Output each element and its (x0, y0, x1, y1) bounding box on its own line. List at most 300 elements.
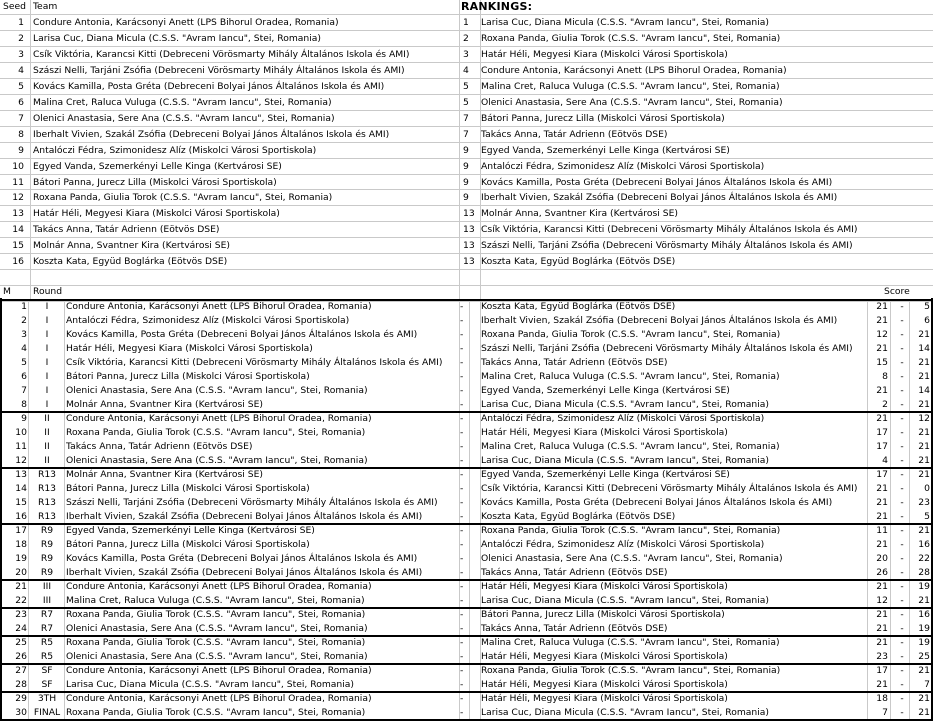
match-round: R13 (37, 482, 57, 494)
match-score-2: 21 (918, 328, 930, 340)
match-score-dash: - (900, 581, 904, 593)
group-border (0, 467, 933, 469)
match-team-1: Condure Antonia, Karácsonyi Anett (LPS Bihorul Oradea, Romania) (66, 665, 372, 677)
match-score-dash: - (900, 384, 904, 396)
match-score-1: 8 (882, 370, 888, 382)
match-number: 10 (15, 426, 27, 438)
grid-line (0, 285, 933, 286)
match-team-1: Malina Cret, Raluca Vuluga (C.S.S. "Avram Iancu", Stei, Romania) (66, 595, 365, 607)
match-team-1: Roxana Panda, Giulia Torok (C.S.S. "Avram Iancu", Stei, Romania) (66, 707, 366, 719)
match-team-1: Condure Antonia, Karácsonyi Anett (LPS Bihorul Oradea, Romania) (66, 300, 372, 312)
match-score-1: 21 (876, 412, 888, 424)
match-score-2: 14 (918, 384, 930, 396)
match-score-1: 2 (882, 398, 888, 410)
match-row (0, 328, 933, 342)
ranking-position: 2 (463, 32, 469, 44)
match-separator: - (460, 524, 464, 536)
match-row (0, 300, 933, 314)
ranking-position: 1 (463, 17, 469, 28)
match-score-1: 18 (876, 693, 888, 705)
seed-team: Larisa Cuc, Diana Micula (C.S.S. "Avram Iancu", Stei, Romania) (33, 32, 322, 44)
match-team-2: Antalóczi Fédra, Szimonidesz Alíz (Miskolci Városi Sportiskola) (481, 539, 765, 550)
seed-number: 12 (12, 192, 24, 204)
seed-team: Malina Cret, Raluca Vuluga (C.S.S. "Avram Iancu", Stei, Romania) (33, 96, 332, 108)
match-team-2: Koszta Kata, Együd Boglárka (Eötvös DSE) (481, 510, 676, 522)
ranking-row (0, 254, 933, 270)
match-number-header: M (3, 286, 11, 297)
match-round: I (45, 398, 49, 410)
match-row (0, 552, 933, 566)
seed-team: Olenici Anastasia, Sere Ana (C.S.S. "Avram Iancu", Stei, Romania) (33, 112, 335, 124)
ranking-position: 7 (463, 128, 469, 140)
match-score-2: 16 (918, 539, 930, 550)
group-border (0, 635, 933, 637)
ranking-row (0, 31, 933, 47)
match-team-1: Szászi Nelli, Tarjáni Zsófia (Debreceni Vörösmarty Mihály Általános Iskola és AMI) (66, 496, 438, 508)
ranking-team: Csík Viktória, Karancsi Kitti (Debreceni Vörösmarty Mihály Általános Iskola és AMI) (481, 224, 858, 236)
match-round: I (45, 370, 49, 382)
match-round: I (45, 342, 49, 354)
seed-number: 1 (18, 17, 24, 28)
match-score-2: 21 (918, 707, 930, 719)
match-score-1: 23 (876, 651, 888, 663)
match-row (0, 538, 933, 552)
match-team-1: Olenici Anastasia, Sere Ana (C.S.S. "Avram Iancu", Stei, Romania) (66, 384, 368, 396)
match-separator: - (460, 581, 464, 593)
match-score-1: 21 (876, 609, 888, 621)
match-score-1: 21 (876, 342, 888, 354)
ranking-position: 7 (463, 112, 469, 124)
match-score-1: 21 (876, 510, 888, 522)
match-separator: - (460, 693, 464, 705)
match-score-dash: - (900, 426, 904, 438)
match-separator: - (460, 567, 464, 579)
ranking-position: 3 (463, 48, 469, 60)
match-score-1: 21 (876, 539, 888, 550)
ranking-team: Szászi Nelli, Tarjáni Zsófia (Debreceni Vörösmarty Mihály Általános Iskola és AMI) (481, 240, 853, 252)
match-number: 4 (21, 342, 27, 354)
seed-team: Csík Viktória, Karancsi Kitti (Debreceni Vörösmarty Mihály Általános Iskola és AMI) (33, 48, 410, 60)
match-score-2: 21 (918, 398, 930, 410)
seed-number: 4 (18, 64, 24, 76)
match-team-2: Larisa Cuc, Diana Micula (C.S.S. "Avram Iancu", Stei, Romania) (481, 454, 770, 466)
match-round: II (44, 426, 50, 438)
match-score-1: 21 (876, 679, 888, 691)
match-score-2: 21 (918, 356, 930, 368)
match-separator: - (460, 609, 464, 621)
seed-header: Seed (3, 1, 26, 12)
match-score-1: 15 (876, 356, 888, 368)
match-number: 3 (21, 328, 27, 340)
match-team-1: Condure Antonia, Karácsonyi Anett (LPS Bihorul Oradea, Romania) (66, 693, 372, 705)
match-row (0, 510, 933, 524)
match-score-dash: - (900, 679, 904, 691)
match-team-2: Szászi Nelli, Tarjáni Zsófia (Debreceni Vörösmarty Mihály Általános Iskola és AMI) (481, 342, 853, 354)
match-score-dash: - (900, 356, 904, 368)
match-number: 2 (21, 314, 27, 326)
match-row (0, 412, 933, 426)
match-score-2: 12 (918, 412, 930, 424)
match-score-2: 21 (918, 370, 930, 382)
match-separator: - (460, 637, 464, 649)
ranking-team: Egyed Vanda, Szemerkényi Lelle Kinga (Kertvárosi SE) (481, 144, 730, 156)
match-round: R7 (40, 623, 54, 635)
match-score-2: 21 (918, 440, 930, 452)
match-number: 20 (15, 567, 27, 579)
match-round: SF (41, 679, 53, 691)
match-row (0, 580, 933, 594)
match-team-2: Takács Anna, Tatár Adrienn (Eötvös DSE) (481, 623, 668, 635)
match-score-dash: - (900, 595, 904, 607)
match-separator: - (460, 510, 464, 522)
match-round: R9 (40, 567, 54, 579)
match-score-2: 21 (918, 454, 930, 466)
match-team-1: Olenici Anastasia, Sere Ana (C.S.S. "Avram Iancu", Stei, Romania) (66, 454, 368, 466)
seed-team: Antalóczi Fédra, Szimonidesz Alíz (Miskolci Városi Sportiskola) (33, 144, 317, 156)
match-score-1: 21 (876, 314, 888, 326)
match-separator: - (460, 553, 464, 565)
match-score-dash: - (900, 524, 904, 536)
match-round: III (42, 581, 52, 593)
match-score-dash: - (900, 567, 904, 579)
match-number: 9 (21, 412, 27, 424)
match-team-2: Olenici Anastasia, Sere Ana (C.S.S. "Avram Iancu", Stei, Romania) (481, 553, 783, 565)
match-score-2: 7 (924, 679, 930, 691)
match-round: FINAL (33, 707, 61, 719)
group-border (0, 523, 933, 525)
match-separator: - (460, 651, 464, 663)
ranking-row (0, 95, 933, 111)
match-round: 3TH (37, 693, 57, 705)
match-score-1: 12 (876, 328, 888, 340)
match-score-dash: - (900, 651, 904, 663)
match-team-2: Malina Cret, Raluca Vuluga (C.S.S. "Avram Iancu", Stei, Romania) (481, 440, 780, 452)
match-team-1: Roxana Panda, Giulia Torok (C.S.S. "Avram Iancu", Stei, Romania) (66, 609, 366, 621)
match-round: SF (41, 665, 53, 677)
match-number: 13 (15, 468, 27, 480)
group-border (0, 579, 933, 581)
match-team-2: Határ Héli, Megyesi Kiara (Miskolci Városi Sportiskola) (481, 651, 728, 663)
ranking-team: Molnár Anna, Svantner Kira (Kertvárosi SE) (481, 208, 678, 220)
ranking-position: 13 (463, 256, 475, 268)
match-separator: - (460, 707, 464, 719)
ranking-position: 13 (463, 208, 475, 220)
match-score-1: 7 (882, 707, 888, 719)
match-team-1: Olenici Anastasia, Sere Ana (C.S.S. "Avram Iancu", Stei, Romania) (66, 623, 368, 635)
ranking-position: 9 (463, 192, 469, 204)
ranking-team: Olenici Anastasia, Sere Ana (C.S.S. "Avram Iancu", Stei, Romania) (481, 96, 783, 108)
ranking-row (0, 238, 933, 254)
match-score-2: 0 (924, 482, 930, 494)
ranking-team: Antalóczi Fédra, Szimonidesz Alíz (Miskolci Városi Sportiskola) (481, 160, 765, 172)
ranking-position: 5 (463, 80, 469, 92)
match-number: 27 (15, 665, 27, 677)
ranking-row (0, 79, 933, 95)
match-number: 16 (15, 510, 27, 522)
match-number: 5 (21, 356, 27, 368)
seed-number: 2 (18, 32, 24, 44)
match-team-2: Malina Cret, Raluca Vuluga (C.S.S. "Avram Iancu", Stei, Romania) (481, 370, 780, 382)
ranking-row (0, 190, 933, 206)
ranking-team: Kovács Kamilla, Posta Gréta (Debreceni Bolyai János Általános Iskola és AMI) (481, 176, 833, 188)
match-score-2: 21 (918, 693, 930, 705)
ranking-row (0, 15, 933, 31)
match-separator: - (460, 679, 464, 691)
match-team-1: Molnár Anna, Svantner Kira (Kertvárosi SE) (66, 398, 263, 410)
match-score-1: 21 (876, 496, 888, 508)
match-number: 23 (15, 609, 27, 621)
match-round: R7 (40, 609, 54, 621)
match-separator: - (460, 496, 464, 508)
ranking-position: 9 (463, 144, 469, 156)
match-team-1: Antalóczi Fédra, Szimonidesz Alíz (Miskolci Városi Sportiskola) (66, 314, 350, 326)
match-score-dash: - (900, 370, 904, 382)
match-score-1: 12 (876, 595, 888, 607)
match-team-2: Roxana Panda, Giulia Torok (C.S.S. "Avram Iancu", Stei, Romania) (481, 524, 781, 536)
match-team-2: Egyed Vanda, Szemerkényi Lelle Kinga (Kertvárosi SE) (481, 468, 730, 480)
seed-team: Condure Antonia, Karácsonyi Anett (LPS Bihorul Oradea, Romania) (33, 17, 339, 28)
match-team-1: Larisa Cuc, Diana Micula (C.S.S. "Avram Iancu", Stei, Romania) (66, 679, 355, 691)
match-row (0, 664, 933, 678)
match-row (0, 384, 933, 398)
match-row (0, 398, 933, 412)
match-separator: - (460, 623, 464, 635)
seed-number: 14 (12, 224, 24, 236)
match-score-1: 17 (876, 440, 888, 452)
match-score-2: 21 (918, 426, 930, 438)
round-header: Round (33, 286, 63, 297)
group-border (0, 607, 933, 609)
ranking-position: 13 (463, 240, 475, 252)
match-score-2: 21 (918, 665, 930, 677)
match-team-1: Kovács Kamilla, Posta Gréta (Debreceni Bolyai János Általános Iskola és AMI) (66, 553, 418, 565)
match-number: 7 (21, 384, 27, 396)
ranking-row (0, 63, 933, 79)
match-score-dash: - (900, 665, 904, 677)
match-separator: - (460, 468, 464, 480)
match-score-dash: - (900, 496, 904, 508)
match-number: 25 (15, 637, 27, 649)
match-team-2: Egyed Vanda, Szemerkényi Lelle Kinga (Kertvárosi SE) (481, 384, 730, 396)
seed-team: Határ Héli, Megyesi Kiara (Miskolci Városi Sportiskola) (33, 208, 280, 220)
seed-number: 16 (12, 256, 24, 268)
match-score-2: 6 (924, 314, 930, 326)
match-team-2: Határ Héli, Megyesi Kiara (Miskolci Városi Sportiskola) (481, 693, 728, 705)
match-team-1: Iberhalt Vivien, Szakál Zsófia (Debreceni Bolyai János Általános Iskola és AMI) (66, 567, 423, 579)
seed-team: Roxana Panda, Giulia Torok (C.S.S. "Avram Iancu", Stei, Romania) (33, 192, 333, 204)
match-team-1: Olenici Anastasia, Sere Ana (C.S.S. "Avram Iancu", Stei, Romania) (66, 651, 368, 663)
match-team-2: Bátori Panna, Jurecz Lilla (Miskolci Városi Sportiskola) (481, 609, 725, 621)
match-separator: - (460, 665, 464, 677)
match-score-dash: - (900, 328, 904, 340)
seed-team: Iberhalt Vivien, Szakál Zsófia (Debreceni Bolyai János Általános Iskola és AMI) (33, 128, 390, 140)
ranking-row (0, 206, 933, 222)
match-number: 21 (15, 581, 27, 593)
match-separator: - (460, 595, 464, 607)
ranking-team: Roxana Panda, Giulia Torok (C.S.S. "Avram Iancu", Stei, Romania) (481, 32, 781, 44)
match-number: 12 (15, 454, 27, 466)
match-score-dash: - (900, 510, 904, 522)
match-team-1: Molnár Anna, Svantner Kira (Kertvárosi SE) (66, 468, 263, 480)
match-score-1: 21 (876, 300, 888, 312)
ranking-team: Iberhalt Vivien, Szakál Zsófia (Debreceni Bolyai János Általános Iskola és AMI) (481, 192, 838, 204)
seed-number: 13 (12, 208, 24, 220)
match-score-dash: - (900, 454, 904, 466)
match-score-2: 19 (918, 623, 930, 635)
match-team-2: Kovács Kamilla, Posta Gréta (Debreceni Bolyai János Általános Iskola és AMI) (481, 496, 833, 508)
group-border (0, 298, 2, 721)
ranking-position: 4 (463, 64, 469, 76)
ranking-position: 9 (463, 176, 469, 188)
match-score-1: 26 (876, 567, 888, 579)
group-border (0, 691, 933, 693)
match-score-dash: - (900, 623, 904, 635)
match-score-dash: - (900, 300, 904, 312)
match-separator: - (460, 314, 464, 326)
ranking-row (0, 143, 933, 159)
match-team-2: Határ Héli, Megyesi Kiara (Miskolci Városi Sportiskola) (481, 426, 728, 438)
match-score-dash: - (900, 693, 904, 705)
ranking-team: Takács Anna, Tatár Adrienn (Eötvös DSE) (481, 128, 668, 140)
seed-team: Bátori Panna, Jurecz Lilla (Miskolci Városi Sportiskola) (33, 176, 277, 188)
match-score-1: 17 (876, 468, 888, 480)
match-team-2: Larisa Cuc, Diana Micula (C.S.S. "Avram Iancu", Stei, Romania) (481, 398, 770, 410)
seed-number: 15 (12, 240, 24, 252)
seed-number: 3 (18, 48, 24, 60)
match-separator: - (460, 539, 464, 550)
match-team-2: Takács Anna, Tatár Adrienn (Eötvös DSE) (481, 567, 668, 579)
match-score-1: 20 (876, 553, 888, 565)
match-score-2: 25 (918, 651, 930, 663)
match-number: 17 (15, 524, 27, 536)
match-round: II (44, 440, 50, 452)
ranking-team: Larisa Cuc, Diana Micula (C.S.S. "Avram Iancu", Stei, Romania) (481, 17, 770, 28)
match-score-dash: - (900, 468, 904, 480)
seed-number: 7 (18, 112, 24, 124)
match-team-2: Malina Cret, Raluca Vuluga (C.S.S. "Avram Iancu", Stei, Romania) (481, 637, 780, 649)
match-score-2: 21 (918, 468, 930, 480)
match-team-1: Bátori Panna, Jurecz Lilla (Miskolci Városi Sportiskola) (66, 370, 310, 382)
match-separator: - (460, 300, 464, 312)
match-round: I (45, 328, 49, 340)
match-team-1: Egyed Vanda, Szemerkényi Lelle Kinga (Kertvárosi SE) (66, 524, 315, 536)
seed-team: Kovács Kamilla, Posta Gréta (Debreceni Bolyai János Általános Iskola és AMI) (33, 80, 385, 92)
match-row (0, 468, 933, 482)
match-number: 8 (21, 398, 27, 410)
match-score-1: 21 (876, 581, 888, 593)
match-round: I (45, 384, 49, 396)
match-row (0, 482, 933, 496)
match-team-2: Csík Viktória, Karancsi Kitti (Debreceni Vörösmarty Mihály Általános Iskola és AMI) (481, 482, 858, 494)
match-team-1: Iberhalt Vivien, Szakál Zsófia (Debreceni Bolyai János Általános Iskola és AMI) (66, 510, 423, 522)
ranking-row (0, 127, 933, 143)
match-round: I (45, 300, 49, 312)
match-score-2: 19 (918, 637, 930, 649)
ranking-position: 5 (463, 96, 469, 108)
ranking-position: 9 (463, 160, 469, 172)
match-separator: - (460, 482, 464, 494)
ranking-team: Koszta Kata, Együd Boglárka (Eötvös DSE) (481, 256, 676, 268)
seed-number: 8 (18, 128, 24, 140)
match-score-1: 21 (876, 482, 888, 494)
match-row (0, 692, 933, 706)
match-score-dash: - (900, 707, 904, 719)
seed-number: 11 (12, 176, 24, 188)
match-score-1: 11 (876, 524, 888, 536)
match-number: 15 (15, 496, 27, 508)
match-score-dash: - (900, 440, 904, 452)
match-number: 6 (21, 370, 27, 382)
ranking-team: Condure Antonia, Karácsonyi Anett (LPS Bihorul Oradea, Romania) (481, 64, 787, 76)
match-team-1: Roxana Panda, Giulia Torok (C.S.S. "Avram Iancu", Stei, Romania) (66, 426, 366, 438)
match-score-dash: - (900, 342, 904, 354)
match-team-1: Condure Antonia, Karácsonyi Anett (LPS Bihorul Oradea, Romania) (66, 581, 372, 593)
match-row (0, 342, 933, 356)
ranking-position: 13 (463, 224, 475, 236)
match-score-dash: - (900, 553, 904, 565)
match-team-2: Larisa Cuc, Diana Micula (C.S.S. "Avram Iancu", Stei, Romania) (481, 595, 770, 607)
match-round: R9 (40, 553, 54, 565)
match-team-1: Kovács Kamilla, Posta Gréta (Debreceni Bolyai János Általános Iskola és AMI) (66, 328, 418, 340)
match-team-2: Koszta Kata, Együd Boglárka (Eötvös DSE) (481, 300, 676, 312)
match-number: 26 (15, 651, 27, 663)
match-number: 30 (15, 707, 27, 719)
ranking-team: Határ Héli, Megyesi Kiara (Miskolci Városi Sportiskola) (481, 48, 728, 60)
match-row (0, 496, 933, 510)
match-round: II (44, 454, 50, 466)
ranking-row (0, 175, 933, 191)
match-score-2: 21 (918, 524, 930, 536)
match-number: 14 (15, 482, 27, 494)
match-team-2: Határ Héli, Megyesi Kiara (Miskolci Városi Sportiskola) (481, 679, 728, 691)
match-score-dash: - (900, 482, 904, 494)
seed-team: Molnár Anna, Svantner Kira (Kertvárosi SE) (33, 240, 230, 252)
ranking-row (0, 159, 933, 175)
seed-number: 5 (18, 80, 24, 92)
seed-team: Koszta Kata, Együd Boglárka (Eötvös DSE) (33, 256, 228, 268)
seed-team: Szászi Nelli, Tarjáni Zsófia (Debreceni Vörösmarty Mihály Általános Iskola és AMI) (33, 64, 405, 76)
match-round: R13 (37, 510, 57, 522)
match-row (0, 636, 933, 650)
match-team-1: Bátori Panna, Jurecz Lilla (Miskolci Városi Sportiskola) (66, 482, 310, 494)
ranking-row (0, 47, 933, 63)
match-separator: - (460, 412, 464, 424)
match-team-1: Takács Anna, Tatár Adrienn (Eötvös DSE) (66, 440, 253, 452)
match-team-2: Takács Anna, Tatár Adrienn (Eötvös DSE) (481, 356, 668, 368)
group-border (0, 663, 933, 665)
match-team-2: Roxana Panda, Giulia Torok (C.S.S. "Avram Iancu", Stei, Romania) (481, 665, 781, 677)
match-separator: - (460, 454, 464, 466)
match-score-1: 21 (876, 623, 888, 635)
match-row (0, 370, 933, 384)
match-separator: - (460, 328, 464, 340)
match-score-2: 5 (924, 300, 930, 312)
match-round: R5 (40, 637, 54, 649)
match-number: 22 (15, 595, 27, 607)
match-score-dash: - (900, 637, 904, 649)
match-score-2: 14 (918, 342, 930, 354)
match-score-2: 28 (918, 567, 930, 579)
match-number: 1 (21, 300, 27, 312)
match-team-1: Csík Viktória, Karancsi Kitti (Debreceni Vörösmarty Mihály Általános Iskola és AMI) (66, 356, 443, 368)
match-number: 28 (15, 679, 27, 691)
rankings-header: RANKINGS: (461, 0, 533, 13)
match-round: R13 (37, 468, 57, 480)
seed-team: Takács Anna, Tatár Adrienn (Eötvös DSE) (33, 224, 220, 236)
seed-number: 9 (18, 144, 24, 156)
match-score-dash: - (900, 539, 904, 550)
match-score-dash: - (900, 412, 904, 424)
